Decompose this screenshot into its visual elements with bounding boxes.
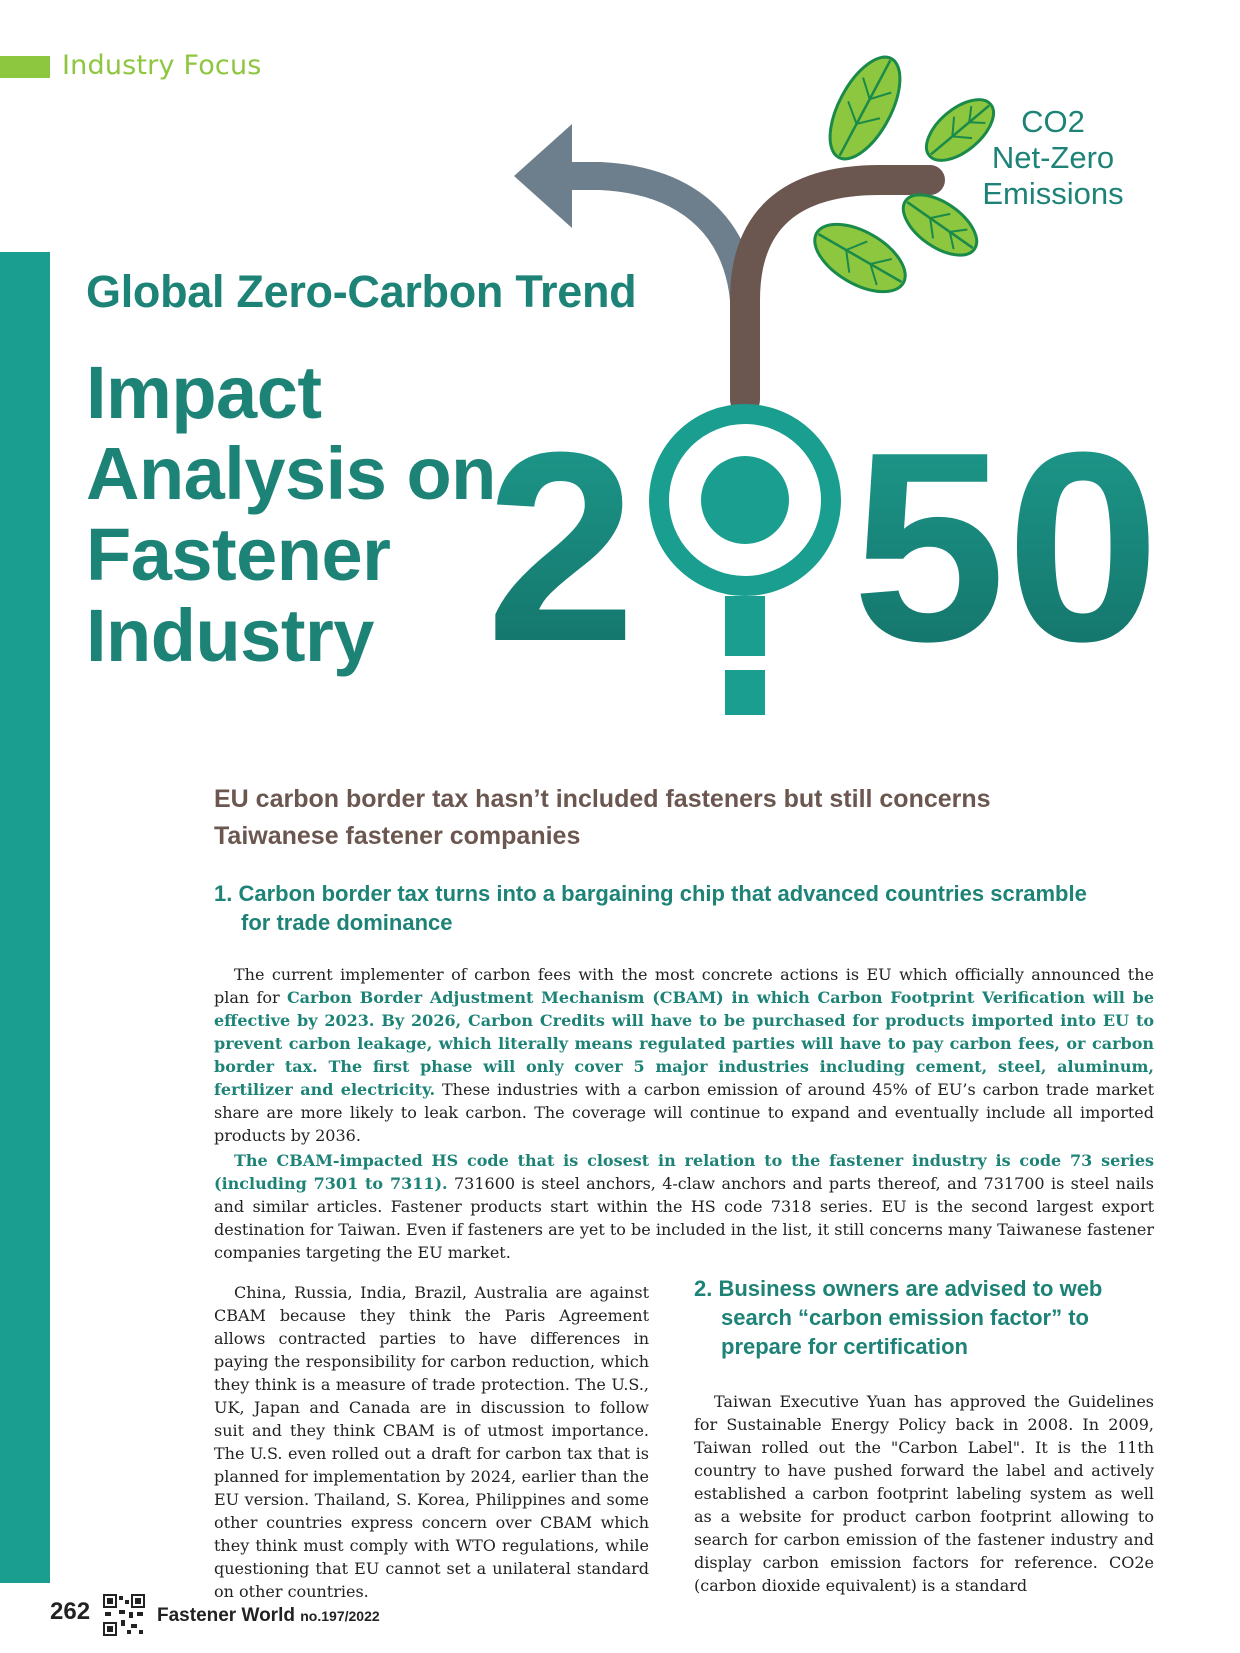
highlighted-text: Carbon Border Adjustment Mechanism (CBAM) in which Carbon Footprint Verification will be effective by 2023. By 2026, Carbon Credits will have to be purchased for products imported into EU to prevent carbon leakage, which literally means regulated parties will have to pay carbon fees, or carbon border tax. The first phase will only cover 5 major industries including cement, steel, aluminum, fertilizer and electricity. [214, 988, 1155, 1099]
section2-heading-cont: search “carbon emission factor” to [721, 1305, 1089, 1330]
qr-code-icon[interactable] [103, 1594, 145, 1636]
section-label: Industry Focus [62, 50, 262, 81]
highlighted-text: The CBAM-impacted HS code that is closest in relation to the fastener industry is code 73 series (including 7301 to 7311). [214, 1151, 1154, 1193]
badge-line: CO2 [1021, 104, 1085, 139]
leaf-icon [816, 46, 914, 169]
hero-title-line: Impact [86, 351, 322, 434]
page-number: 262 [50, 1598, 91, 1625]
paragraph-text: The current implementer of carbon fees with the most concrete actions is EU which officially announced the plan for [214, 965, 1154, 1007]
section1-heading-cont: for trade dominance [241, 910, 453, 935]
year-digit-2: 2 [486, 397, 636, 698]
hero-title-line: Industry [86, 594, 374, 677]
hero-title-line: Analysis on [86, 432, 496, 515]
subheading-line: Taiwanese fastener companies [214, 822, 581, 850]
body-paragraph: China, Russia, India, Brazil, Australia are against CBAM because they think the Paris Agreement allows contracted parties to have differences in paying the responsibility for carbon reduction, which they think is a measure of trade protection. The U.S., UK, Japan and Canada are in discussion to follow suit and they think CBAM is of utmost importance. The U.S. even rolled out a draft for carbon tax that is planned for implementation by 2024, earlier than the EU version. Thailand, S. Korea, Philippines and some other countries express concern over CBAM which they think must comply with WTO regulations, while questioning that EU cannot set a unilateral standard on other countries. [214, 1283, 649, 1601]
leaf-icon [804, 210, 917, 305]
subheading-line: EU carbon border tax hasn’t included fasteners but still concerns [214, 785, 991, 813]
hero-kicker: Global Zero-Carbon Trend [86, 266, 637, 317]
year-digits-50: 50 [852, 397, 1160, 698]
paragraph-text: These industries with a carbon emission of around 45% of EU’s carbon trade market share are more likely to leak carbon. The coverage will continue to expand and eventually include all imported products by 2036. [214, 1080, 1154, 1145]
paragraph-text: 731600 is steel anchors, 4-claw anchors and parts thereof, and 731700 is steel nails and similar articles. Fastener products start within the HS code 7318 series. EU is the second largest export destination for Taiwan. Even if fasteners are yet to be included in the list, it still concerns many Taiwanese fastener companies targeting the EU market. [214, 1174, 1155, 1262]
body-paragraph: Taiwan Executive Yuan has approved the Guidelines for Sustainable Energy Policy back in 2008. In 2009, Taiwan rolled out the "Carbon Label". It is the 11th country to have pushed forward the label and actively established a carbon footprint labeling system as well as a website for product carbon footprint allowing to search for carbon emission of the fastener industry and display carbon emission factors for reference. CO2e (carbon dioxide equivalent) is a standard [694, 1392, 1154, 1595]
magnifier-handle-tip [725, 670, 765, 715]
section2-heading-cont: prepare for certification [721, 1334, 968, 1359]
article-subheading [214, 781, 991, 855]
badge-line: Net-Zero [991, 140, 1115, 175]
body-paragraph [214, 1149, 1154, 1264]
issue-number: no.197/2022 [300, 1608, 380, 1624]
gray-arrow-head [514, 124, 572, 228]
net-zero-badge [978, 104, 1128, 212]
magazine-name [157, 1605, 380, 1627]
badge-line: Emissions [982, 176, 1124, 211]
section2-heading: 2. Business owners are advised to web [694, 1276, 1103, 1301]
magnifier-handle [725, 596, 765, 656]
leaf-icon [893, 183, 987, 267]
section1-heading: 1. Carbon border tax turns into a bargaining chip that advanced countries scramble [214, 881, 1087, 906]
magnifier-center [701, 456, 789, 544]
magazine-title: Fastener World [157, 1605, 295, 1626]
body-paragraph [214, 963, 1154, 1147]
hero-title-line: Fastener [86, 513, 391, 596]
